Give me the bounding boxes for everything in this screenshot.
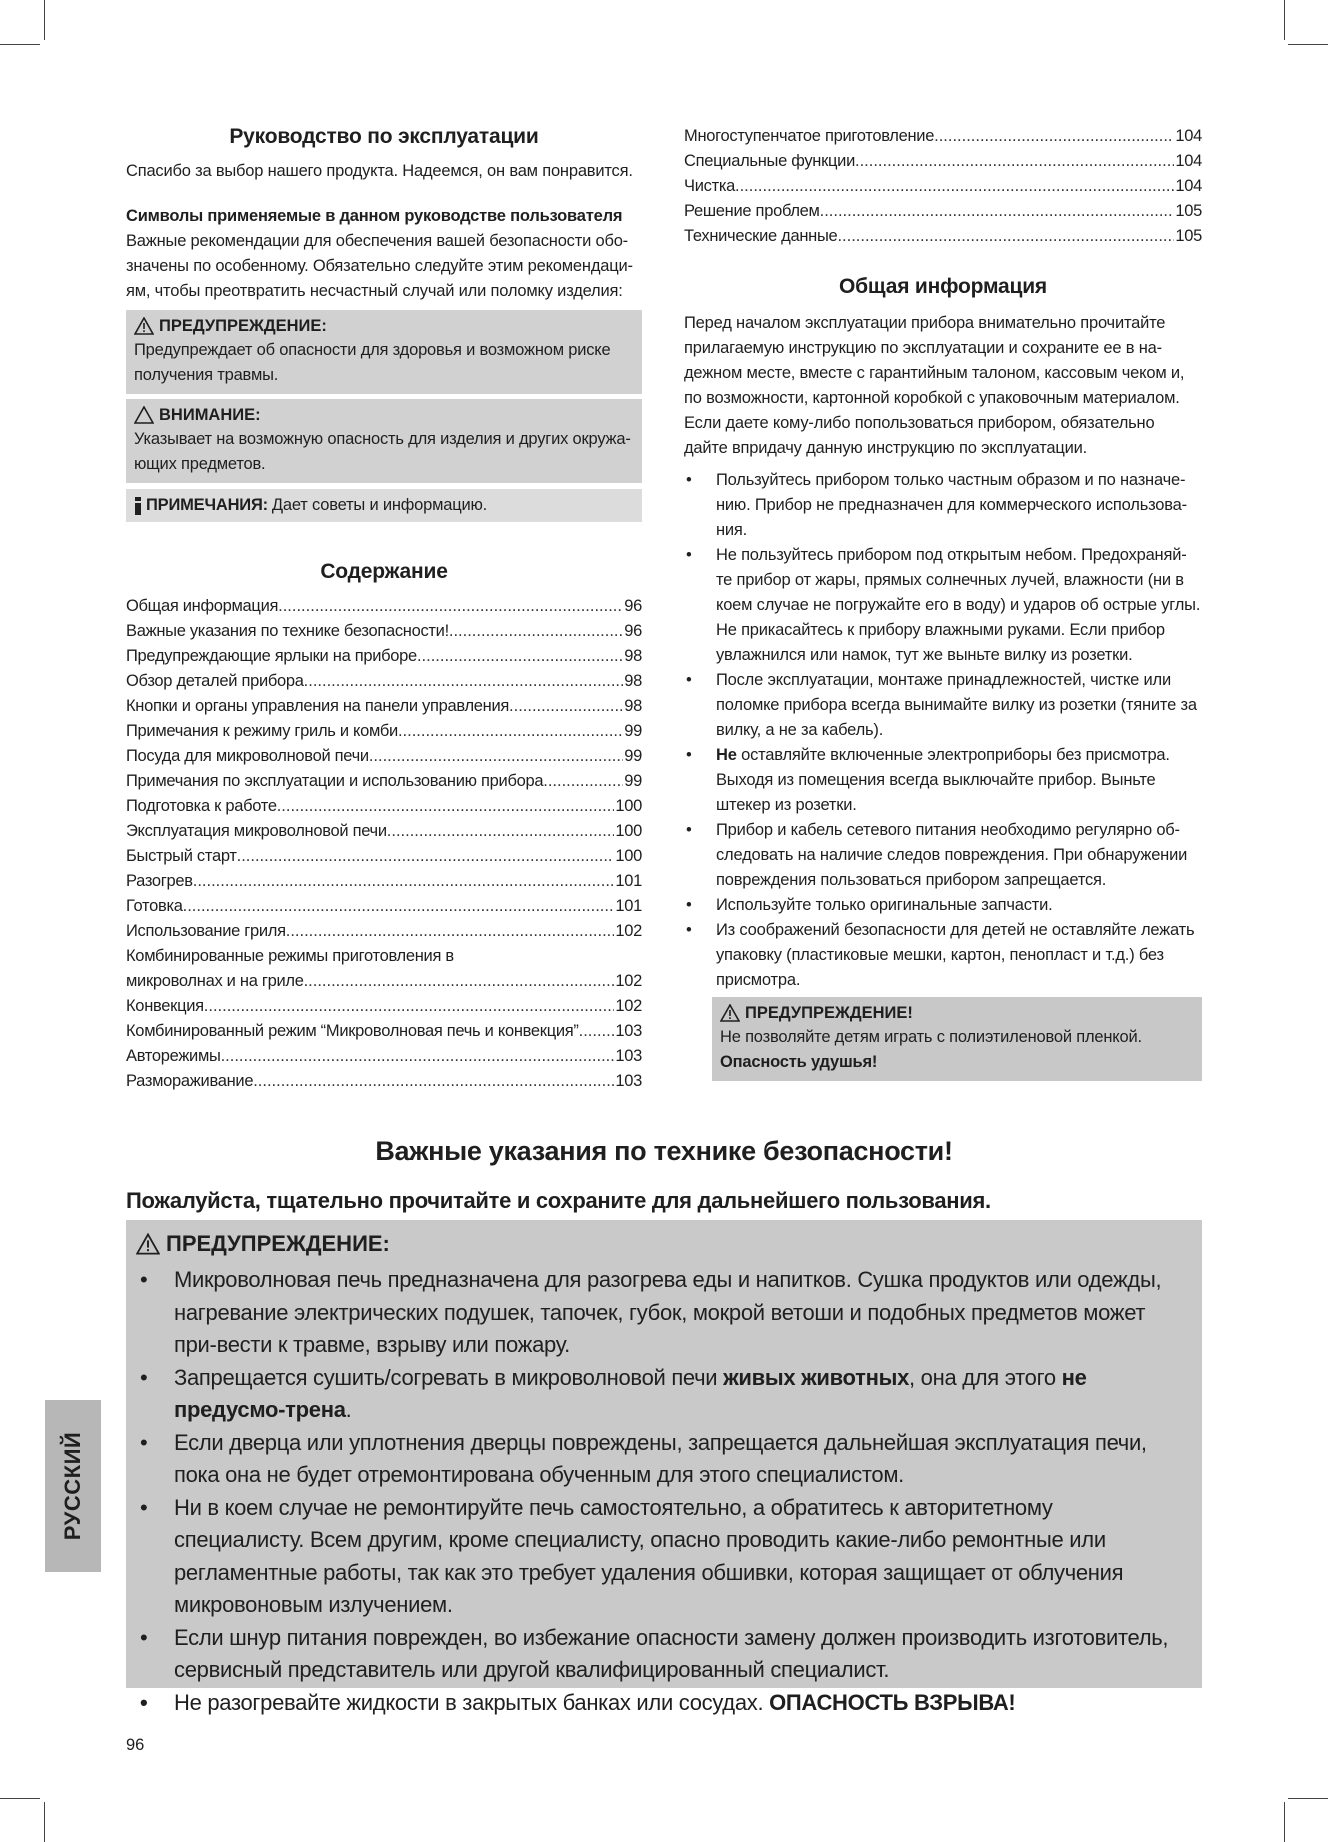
manual-title: Руководство по эксплуатации — [229, 125, 539, 148]
left-column — [126, 118, 642, 1094]
warning-triangle-icon — [134, 317, 154, 335]
crop-mark — [1284, 1802, 1285, 1842]
list-item: • Не разогревайте жидкости в закрытых банках или сосудах. ОПАСНОСТЬ ВЗРЫВА! — [140, 1689, 1016, 1715]
toc-entry: Использование гриля ..... 102 — [126, 919, 642, 944]
general-info-bullets — [684, 468, 1202, 993]
toc-entry: Комбинированный режим “Микроволновая печь и конвекция” ..... 103 — [126, 1019, 642, 1044]
toc-entry: Кнопки и органы управления на панели управления ..... 98 — [126, 694, 642, 719]
crop-mark — [0, 44, 40, 45]
toc-entry: Конвекция ..... 102 — [126, 994, 642, 1019]
toc-entry: Готовка ..... 101 — [126, 894, 642, 919]
toc-entry: Технические данные ..... 105 — [684, 224, 1202, 249]
toc-entry: Примечания к режиму гриль и комби ..... 99 — [126, 719, 642, 744]
toc-entry: Разогрев ..... 101 — [126, 869, 642, 894]
thanks-text: Спасибо за выбор нашего продукта. Надеемся, он вам понравится. — [126, 162, 633, 180]
page-number: 96 — [126, 1736, 145, 1754]
symbols-heading: Символы применяемые в данном руководстве пользователя — [126, 207, 623, 225]
toc-entry: Специальные функции ..... 104 — [684, 149, 1202, 174]
safety-warning-box — [126, 1220, 1202, 1715]
toc-entry: Предупреждающие ярлыки на приборе ..... 98 — [126, 644, 642, 669]
warning-triangle-icon — [136, 1233, 160, 1255]
toc-entry: Решение проблем ..... 105 — [684, 199, 1202, 224]
list-item: • Запрещается сушить/согревать в микроволновой печи живых животных, она для этого не предусмо-трена. — [140, 1364, 1087, 1422]
general-info-text: Перед началом эксплуатации прибора внимательно прочитайте прилагаемую инструкцию по эксплуатации и сохраните ее в на-дежном месте, вместе с гарантийным талоном, кассовым чеком и, по возможности, картонной коробкой с упаковочным материалом. Если даете кому-либо попользоваться прибором, обязательно дайте впридачу данную инструкцию по эксплуатации. — [684, 314, 1185, 457]
caution-text: Указывает на возможную опасность для изделия и других окружа-ющих предметов. — [134, 430, 631, 473]
list-item: • Прибор и кабель сетевого питания необходимо регулярно об-следовать на наличие следов повреждения. При обнаружении повреждения пользоваться прибором запрещается. — [686, 821, 1188, 889]
toc-entry: Чистка ..... 104 — [684, 174, 1202, 199]
symbols-text: Важные рекомендации для обеспечения вашей безопасности обо-значены по особенному. Обязательно следуйте этим рекомендаци-ям, чтобы преотвратить несчастный случай или поломку изделия: — [126, 232, 633, 300]
toc-entry: Подготовка к работе ..... 100 — [126, 794, 642, 819]
list-item: • Если дверца или уплотнения дверцы повреждены, запрещается дальнейшая эксплуатация печи, пока она не будет отремонтирована обученным для этого специалистом. — [140, 1429, 1147, 1487]
toc-entry: Обзор деталей прибора ..... 98 — [126, 669, 642, 694]
list-item: • После эксплуатации, монтаже принадлежностей, чистке или поломке прибора всегда вынимайте вилку из розетки (тяните за вилку, а не за кабель). — [686, 671, 1197, 739]
list-item: • Если шнур питания поврежден, во избежание опасности замену должен производить изготовитель, сервисный представитель или другой квалифицированный специалист. — [140, 1624, 1169, 1682]
crop-mark — [44, 0, 45, 40]
toc-entry: микроволнах и на гриле ..... 102 — [126, 969, 642, 994]
list-item: • Не пользуйтесь прибором под открытым небом. Предохраняй-те прибор от жары, прямых солнечных лучей, влажности (ни в коем случае не погружайте его в воду) и ударов об острые углы. Не прикасайтесь к прибору влажными руками. Если прибор увлажнился или намок, тут же выньте вилку из розетки. — [686, 546, 1201, 664]
crop-mark — [1288, 1798, 1328, 1799]
list-item: • Не оставляйте включенные электроприборы без присмотра. Выходя из помещения всегда выключайте прибор. Выньте штекер из розетки. — [686, 746, 1170, 814]
warning-label: ПРЕДУПРЕЖДЕНИЕ! — [745, 1004, 913, 1022]
toc-entry: Быстрый старт ..... 100 — [126, 844, 642, 869]
crop-mark — [0, 1798, 40, 1799]
toc-list — [126, 594, 642, 1094]
toc-entry: Примечания по эксплуатации и использованию прибора ..... 99 — [126, 769, 642, 794]
list-item: • Ни в коем случае не ремонтируйте печь самостоятельно, а обратитесь к авторитетному специалисту. Всем другим, кроме специалисту, опасно проводить какие-либо ремонтные или регламентные работы, так как это требует удаления обшивки, которая защищает от облучения микровоновым излучением. — [140, 1494, 1124, 1617]
note-box — [126, 489, 642, 522]
list-item: • Микроволновая печь предназначена для разогрева еды и напитков. Сушка продуктов или одежды, нагревание электрических подушек, тапочек, губок, мокрой ветоши и подобных предметов может при-вести к травме, взрыву или пожару. — [140, 1267, 1162, 1357]
toc-entry-continued: Комбинированные режимы приготовления в — [126, 947, 454, 965]
caution-triangle-icon — [134, 406, 154, 424]
warning-box-children — [712, 997, 1202, 1081]
safety-title: Важные указания по технике безопасности! — [375, 1136, 953, 1166]
toc-entry: Авторежимы ..... 103 — [126, 1044, 642, 1069]
note-label: ПРИМЕЧАНИЯ: — [146, 496, 268, 514]
toc-list-continued — [684, 124, 1202, 249]
toc-entry: Важные указания по технике безопасности! ..... 96 — [126, 619, 642, 644]
warning-triangle-icon — [720, 1004, 740, 1022]
crop-mark — [1284, 0, 1285, 40]
info-icon — [134, 497, 142, 515]
toc-entry: Размораживание ..... 103 — [126, 1069, 642, 1094]
warning-text: Не позволяйте детям играть с полиэтиленовой пленкой. — [720, 1028, 1142, 1046]
warning-label: ПРЕДУПРЕЖДЕНИЕ: — [159, 317, 327, 335]
warning-box — [126, 310, 642, 394]
general-info-title: Общая информация — [839, 275, 1047, 298]
crop-mark — [1288, 44, 1328, 45]
toc-entry: Общая информация ..... 96 — [126, 594, 642, 619]
safety-subtitle: Пожалуйста, тщательно прочитайте и сохраните для дальнейшего пользования. — [126, 1188, 991, 1213]
language-tab-label: РУССКИЙ — [60, 1431, 85, 1541]
list-item: • Используйте только оригинальные запчасти. — [686, 896, 1053, 914]
safety-warning-label: ПРЕДУПРЕЖДЕНИЕ: — [166, 1231, 390, 1256]
language-tab — [45, 1400, 101, 1572]
crop-mark — [44, 1802, 45, 1842]
right-column — [684, 124, 1202, 1081]
toc-title: Содержание — [320, 560, 448, 583]
toc-entry: Эксплуатация микроволновой печи ..... 100 — [126, 819, 642, 844]
warning-text: Предупреждает об опасности для здоровья и возможном риске получения травмы. — [134, 341, 611, 384]
list-item: • Пользуйтесь прибором только частным образом и по назначе-нию. Прибор не предназначен для коммерческого использова-ния. — [686, 471, 1187, 539]
note-text: Дает советы и информацию. — [271, 496, 488, 514]
safety-list — [136, 1264, 1186, 1719]
toc-entry: Посуда для микроволновой печи ..... 99 — [126, 744, 642, 769]
toc-entry: Многоступенчатое приготовление ..... 104 — [684, 124, 1202, 149]
caution-label: ВНИМАНИЕ: — [159, 406, 261, 424]
caution-box — [126, 399, 642, 483]
list-item: • Из соображений безопасности для детей не оставляйте лежать упаковку (пластиковые мешки, картон, пенопласт и т.д.) без присмотра. — [686, 921, 1195, 989]
warning-bold-text: Опасность удушья! — [720, 1053, 878, 1071]
